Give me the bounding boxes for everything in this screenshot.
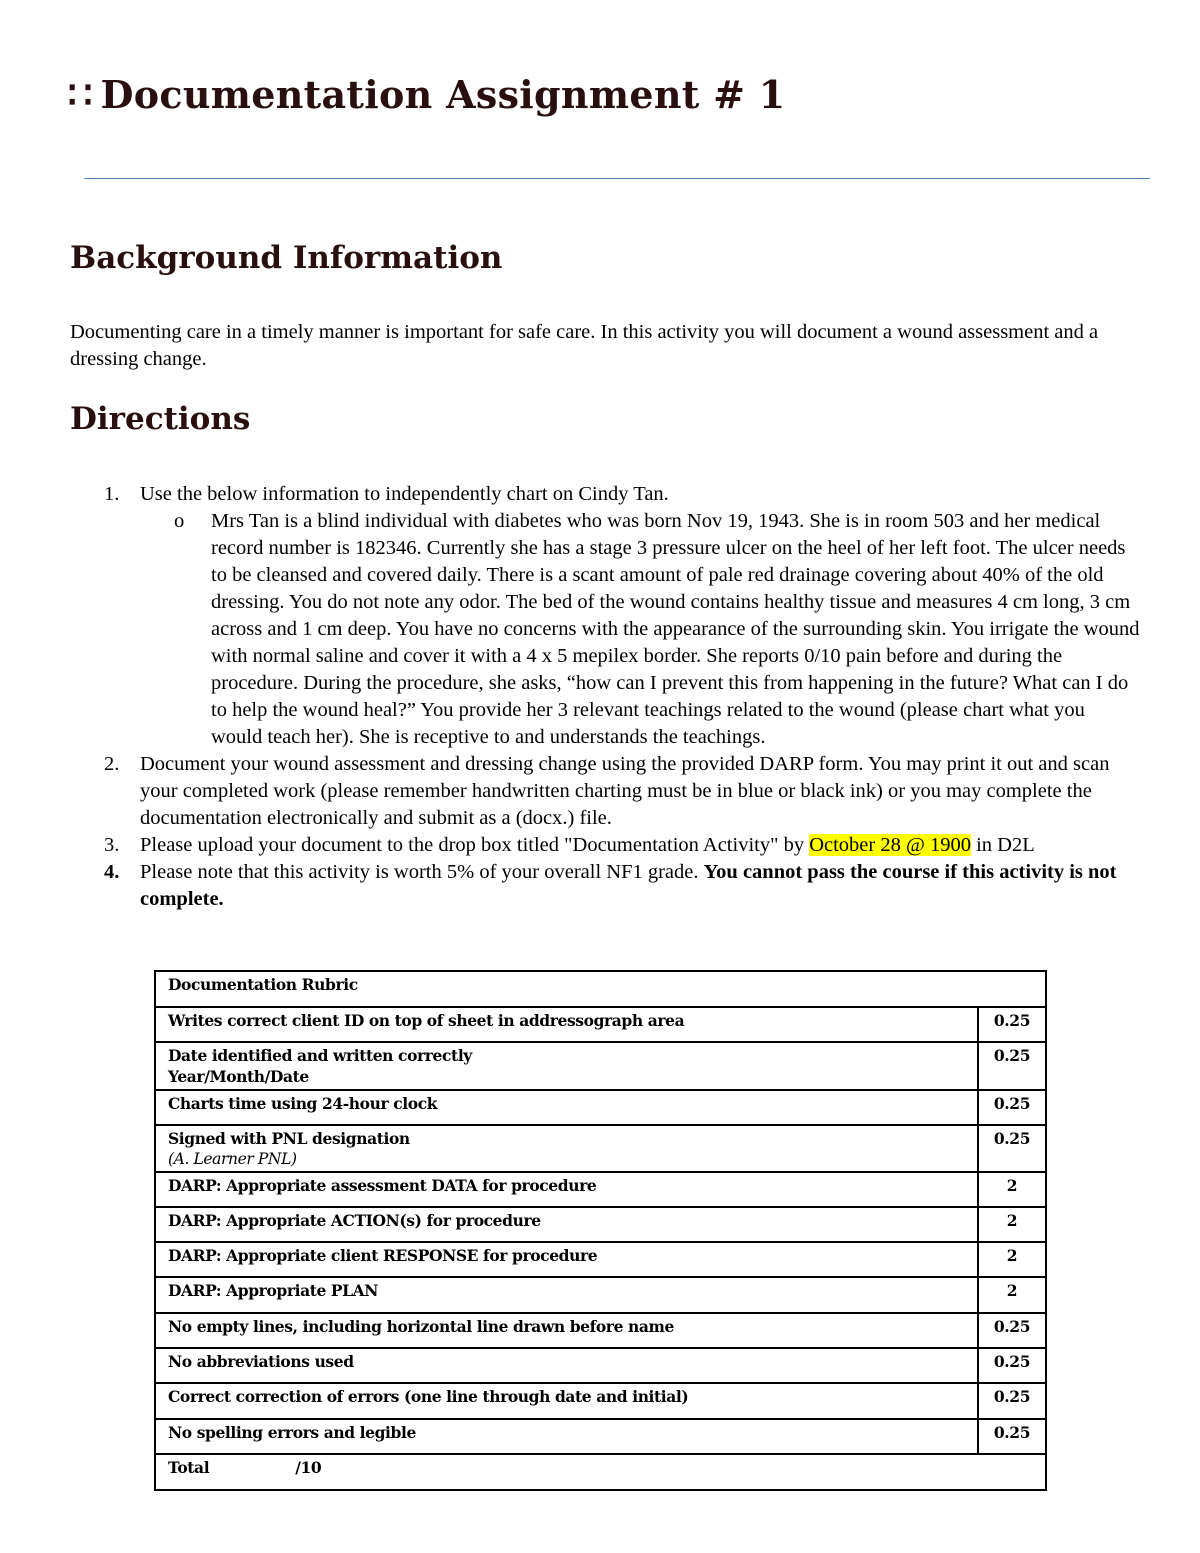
rubric-criterion: No spelling errors and legible xyxy=(155,1419,978,1454)
title-divider xyxy=(84,178,1150,179)
direction-text-after: in D2L xyxy=(970,834,1035,856)
criterion-line-1: Signed with PNL designation xyxy=(168,1129,410,1148)
table-row xyxy=(155,1419,1046,1454)
table-row xyxy=(155,1090,1046,1125)
direction-item-1 xyxy=(104,481,1140,751)
rubric-points: 0.25 xyxy=(978,1125,1046,1172)
total-label: Total xyxy=(168,1458,210,1477)
rubric-points: 2 xyxy=(978,1277,1046,1313)
rubric-criterion: Charts time using 24-hour clock xyxy=(155,1090,978,1125)
rubric-criterion: DARP: Appropriate assessment DATA for procedure xyxy=(155,1172,978,1207)
scenario-text: Mrs Tan is a blind individual with diabetes who was born Nov 19, 1943. She is in room 503 and her medical record number is 182346. Currently she has a stage 3 pressure ulcer on the heel of her left foot. The ulcer needs to be cleansed and covered daily. There is a scant amount of pale red drainage covering about 40% of the old dressing. You do not note any odor. The bed of the wound contains healthy tissue and measures 4 cm long, 3 cm across and 1 cm deep. You have no concerns with the appearance of the surrounding skin. You irrigate the wound with normal saline and cover it with a 4 x 5 mepilex border. She reports 0/10 pain before and during the procedure. During the procedure, she asks, “how can I prevent this from happening in the future? What can I do to help the wound heal?” You provide her 3 relevant teachings related to the wound (please chart what you would teach her). She is receptive to and understands the teachings. xyxy=(211,510,1140,748)
rubric-points: 0.25 xyxy=(978,1042,1046,1090)
rubric-criterion: DARP: Appropriate PLAN xyxy=(155,1277,978,1313)
table-row xyxy=(155,1383,1046,1419)
rubric-points: 0.25 xyxy=(978,1007,1046,1042)
table-row xyxy=(155,1242,1046,1277)
rubric-points: 0.25 xyxy=(978,1090,1046,1125)
direction-item-3 xyxy=(104,832,1140,859)
rubric-criterion: DARP: Appropriate ACTION(s) for procedure xyxy=(155,1207,978,1242)
direction-number: 4. xyxy=(104,861,120,883)
rubric-criterion: No abbreviations used xyxy=(155,1348,978,1383)
page-title xyxy=(68,72,786,117)
table-row xyxy=(155,1172,1046,1207)
table-row xyxy=(155,1348,1046,1383)
due-date-highlight: October 28 @ 1900 xyxy=(809,834,971,856)
criterion-line-2: Year/Month/Date xyxy=(168,1067,309,1086)
rubric-points: 0.25 xyxy=(978,1383,1046,1419)
rubric-table xyxy=(154,970,1047,1491)
rubric-criterion: Correct correction of errors (one line through date and initial) xyxy=(155,1383,978,1419)
table-row xyxy=(155,1042,1046,1090)
total-value: /10 xyxy=(295,1458,322,1477)
direction-number: 2. xyxy=(104,753,120,775)
rubric-criterion xyxy=(155,1042,978,1090)
rubric-criterion xyxy=(155,1125,978,1172)
warning-text: You cannot pass the course if this activity is not complete. xyxy=(140,861,1117,910)
rubric-points: 2 xyxy=(978,1242,1046,1277)
direction-number: 3. xyxy=(104,834,120,856)
directions-heading: Directions xyxy=(70,401,251,437)
rubric-title: Documentation Rubric xyxy=(155,971,1046,1007)
table-row xyxy=(155,1313,1046,1348)
criterion-line-2: (A. Learner PNL) xyxy=(168,1150,297,1168)
rubric-points: 0.25 xyxy=(978,1419,1046,1454)
background-text: Documenting care in a timely manner is important for safe care. In this activity you will document a wound assessment and a dressing change. xyxy=(70,321,1099,370)
direction-text: Please note that this activity is worth 5% of your overall NF1 grade. xyxy=(140,861,704,883)
background-heading: Background Information xyxy=(70,240,503,276)
scenario-item xyxy=(140,508,1140,751)
rubric-total-row xyxy=(155,1454,1046,1490)
title-bullet-icon: ∷ xyxy=(68,72,93,117)
rubric-points: 0.25 xyxy=(978,1348,1046,1383)
table-row xyxy=(155,1007,1046,1042)
rubric-criterion: DARP: Appropriate client RESPONSE for procedure xyxy=(155,1242,978,1277)
table-row xyxy=(155,1207,1046,1242)
direction-text: Please upload your document to the drop box titled "Documentation Activity" by xyxy=(140,834,810,856)
rubric-points: 2 xyxy=(978,1207,1046,1242)
criterion-line-1: Date identified and written correctly xyxy=(168,1046,472,1065)
sub-bullet-icon: o xyxy=(174,510,185,532)
rubric-header-row xyxy=(155,971,1046,1007)
table-row xyxy=(155,1125,1046,1172)
title-text: Documentation Assignment # 1 xyxy=(100,72,786,117)
direction-number: 1. xyxy=(104,483,120,505)
rubric-points: 0.25 xyxy=(978,1313,1046,1348)
direction-item-4 xyxy=(104,859,1140,913)
direction-text: Document your wound assessment and dressing change using the provided DARP form. You may print it out and scan your completed work (please remember handwritten charting must be in blue or black ink) or you may complete the documentation electronically and submit as a (docx.) file. xyxy=(140,753,1110,829)
rubric-total xyxy=(155,1454,1046,1490)
directions-list xyxy=(104,481,1140,913)
table-row xyxy=(155,1277,1046,1313)
direction-item-2 xyxy=(104,751,1140,832)
rubric-criterion: No empty lines, including horizontal line drawn before name xyxy=(155,1313,978,1348)
direction-text: Use the below information to independently chart on Cindy Tan. xyxy=(140,483,669,505)
rubric-criterion: Writes correct client ID on top of sheet in addressograph area xyxy=(155,1007,978,1042)
rubric-points: 2 xyxy=(978,1172,1046,1207)
